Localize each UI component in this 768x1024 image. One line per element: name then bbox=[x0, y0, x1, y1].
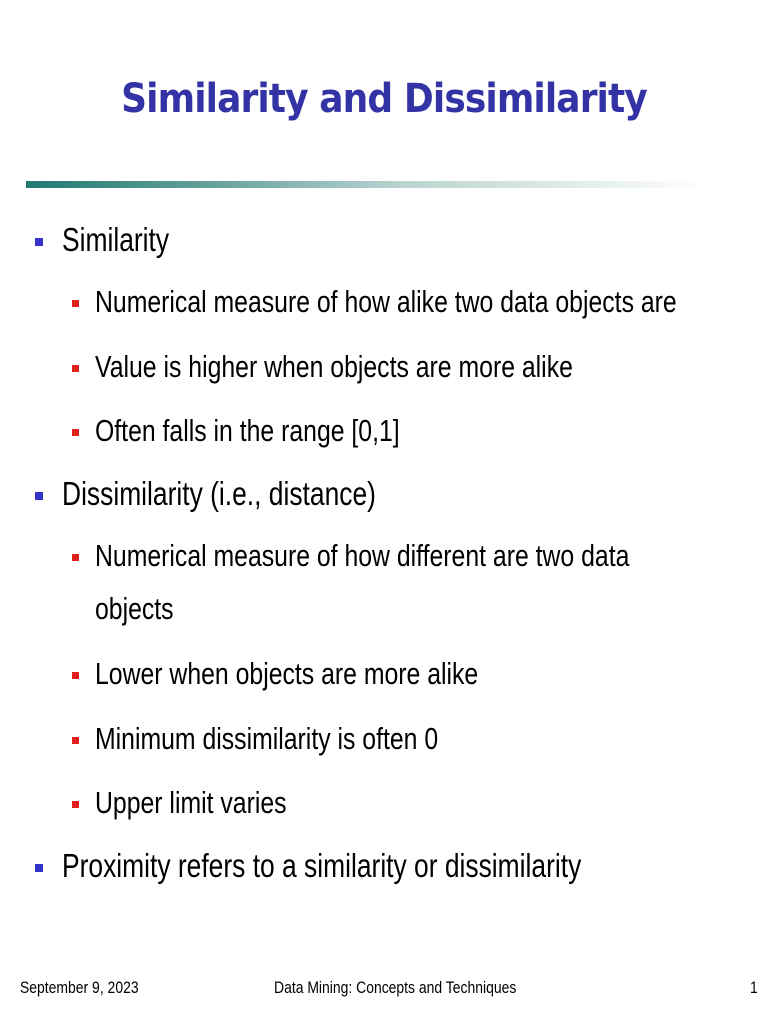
sub-bullet-continuation: objects bbox=[95, 591, 174, 626]
sub-bullet-item: Lower when objects are more alike bbox=[95, 656, 479, 691]
footer-title: Data Mining: Concepts and Techniques bbox=[274, 978, 517, 997]
sub-bullet-square-icon bbox=[72, 300, 79, 307]
bullet-item: Proximity refers to a similarity or dissimilarity bbox=[62, 847, 582, 884]
sub-bullet-square-icon bbox=[72, 801, 79, 808]
sub-bullet-item: Upper limit varies bbox=[95, 785, 287, 820]
slide-title: Similarity and Dissimilarity bbox=[121, 76, 647, 122]
sub-bullet-square-icon bbox=[72, 737, 79, 744]
sub-bullet-square-icon bbox=[72, 672, 79, 679]
sub-bullet-item: Minimum dissimilarity is often 0 bbox=[95, 721, 439, 756]
sub-bullet-item: Numerical measure of how different are two data bbox=[95, 538, 630, 573]
bullet-item: Similarity bbox=[62, 221, 170, 258]
footer-page-number: 1 bbox=[750, 978, 758, 997]
footer-date: September 9, 2023 bbox=[20, 978, 139, 997]
sub-bullet-square-icon bbox=[72, 365, 79, 372]
sub-bullet-square-icon bbox=[72, 554, 79, 561]
bullet-square-icon bbox=[35, 864, 43, 872]
bullet-square-icon bbox=[35, 492, 43, 500]
sub-bullet-item: Often falls in the range [0,1] bbox=[95, 413, 400, 448]
sub-bullet-square-icon bbox=[72, 429, 79, 436]
bullet-square-icon bbox=[35, 238, 43, 246]
sub-bullet-item: Numerical measure of how alike two data objects are bbox=[95, 284, 677, 319]
bullet-item: Dissimilarity (i.e., distance) bbox=[62, 475, 376, 512]
sub-bullet-item: Value is higher when objects are more alike bbox=[95, 349, 573, 384]
